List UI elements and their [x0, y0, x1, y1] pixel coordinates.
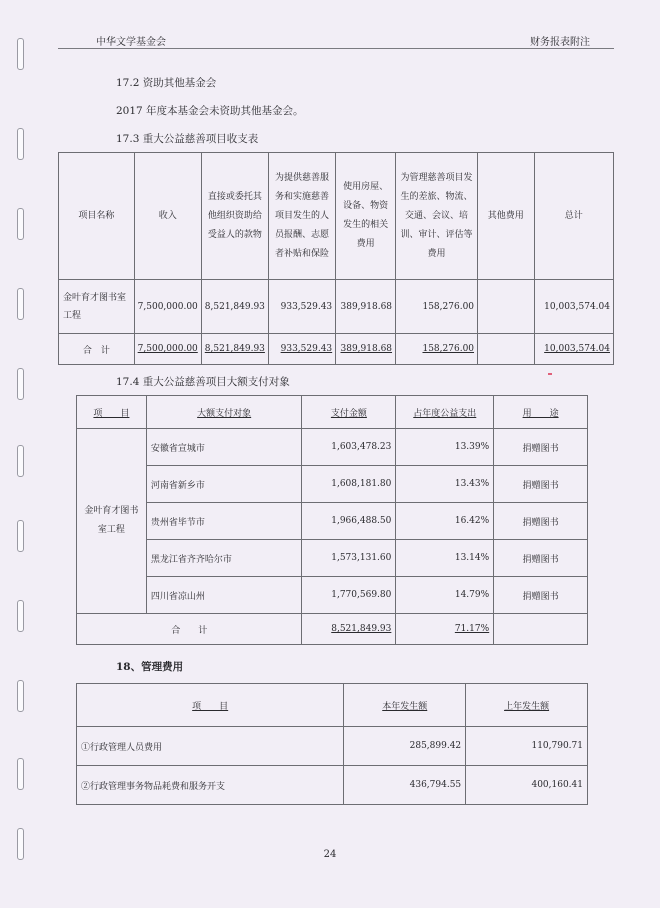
table-row [77, 727, 588, 766]
cell-item: ①行政管理人员费用 [77, 727, 344, 766]
table-total-row [59, 334, 614, 365]
cell-current-year: 436,794.55 [344, 766, 466, 805]
cell-income: 7,500,000.00 [134, 280, 201, 334]
col-header-staff-costs: 为提供慈善服务和实施慈善项目发生的人员报酬、志愿者补贴和保险 [268, 153, 335, 280]
col-header-income: 收入 [134, 153, 201, 280]
table-row [77, 540, 588, 577]
cell-staff-costs: 933,529.43 [268, 280, 335, 334]
cell-project-name: 金叶育才图书室工程 [59, 280, 135, 334]
cell-project-name: 金叶育才图书室工程 [77, 429, 147, 614]
cell-ratio: 13.39% [396, 429, 494, 466]
table-row [77, 429, 588, 466]
col-header-management-costs: 为管理慈善项目发生的差旅、物流、交通、会议、培训、审计、评估等费用 [396, 153, 478, 280]
cell-recipient: 河南省新乡市 [146, 466, 302, 503]
binder-hole [17, 368, 24, 400]
col-header-prior-year: 上年发生额 [504, 701, 550, 712]
management-expenses-table [76, 683, 588, 805]
cell-amount: 1,573,131.60 [302, 540, 396, 577]
col-header-asset-costs: 使用房屋、设备、物资发生的相关费用 [336, 153, 396, 280]
cell-recipient: 四川省凉山州 [146, 577, 302, 614]
table-row [59, 280, 614, 334]
cell-asset-costs: 389,918.68 [336, 280, 396, 334]
cell-total-income: 7,500,000.00 [137, 344, 198, 354]
col-header-amount: 支付金额 [330, 408, 367, 419]
cell-ratio: 16.42% [396, 503, 494, 540]
col-header-recipient: 大额支付对象 [197, 408, 252, 419]
binder-hole [17, 520, 24, 552]
header-rule [58, 48, 614, 49]
cell-prior-year: 110,790.71 [466, 727, 588, 766]
cell-purpose: 捐赠图书 [494, 466, 588, 503]
col-header-project-name: 项目名称 [59, 153, 135, 280]
cell-recipient: 安徽省宣城市 [146, 429, 302, 466]
cell-total-label: 合 计 [77, 614, 302, 645]
col-header-direct-aid: 直接或委托其他组织资助给受益人的款物 [201, 153, 268, 280]
col-header-project: 项 目 [93, 408, 130, 419]
table-header-row [77, 684, 588, 727]
section-17-2-text: 2017 年度本基金会未资助其他基金会。 [116, 105, 304, 117]
header-org-name: 中华文学基金会 [96, 37, 166, 48]
cell-ratio: 14.79% [396, 577, 494, 614]
cell-item: ②行政管理事务物品耗费和服务开支 [77, 766, 344, 805]
binder-hole [17, 680, 24, 712]
cell-purpose: 捐赠图书 [494, 503, 588, 540]
page-number: 24 [323, 849, 337, 860]
table-row [77, 466, 588, 503]
cell-ratio: 13.43% [396, 466, 494, 503]
binder-hole [17, 38, 24, 70]
col-header-total: 总计 [534, 153, 613, 280]
binder-hole [17, 445, 24, 477]
cell-recipient: 贵州省毕节市 [146, 503, 302, 540]
binder-hole [17, 208, 24, 240]
cell-grand-total: 10,003,574.04 [544, 344, 610, 354]
project-income-expense-table [58, 152, 614, 365]
cell-purpose: 捐赠图书 [494, 429, 588, 466]
section-17-2-title: 17.2 资助其他基金会 [116, 77, 217, 89]
cell-recipient: 黑龙江省齐齐哈尔市 [146, 540, 302, 577]
col-header-current-year: 本年发生额 [382, 701, 428, 712]
cell-empty [494, 614, 588, 645]
col-header-ratio: 占年度公益支出 [413, 408, 477, 419]
col-header-item: 项 目 [192, 701, 229, 712]
cell-total-management-costs: 158,276.00 [422, 344, 475, 354]
cell-purpose: 捐赠图书 [494, 577, 588, 614]
section-18-title: 18、管理费用 [116, 661, 184, 673]
cell-direct-aid: 8,521,849.93 [201, 280, 268, 334]
cell-amount: 1,603,478.23 [302, 429, 396, 466]
cell-purpose: 捐赠图书 [494, 540, 588, 577]
cell-amount: 1,966,488.50 [302, 503, 396, 540]
large-payment-recipients-table [76, 395, 588, 645]
cell-amount: 1,770,569.80 [302, 577, 396, 614]
cell-total-label: 合 计 [59, 334, 135, 365]
cell-total-direct-aid: 8,521,849.93 [204, 344, 265, 354]
binder-hole [17, 288, 24, 320]
cell-total-amount: 8,521,849.93 [331, 624, 392, 634]
binder-hole [17, 128, 24, 160]
cell-ratio: 13.14% [396, 540, 494, 577]
cell-prior-year: 400,160.41 [466, 766, 588, 805]
binder-hole [17, 758, 24, 790]
cell-current-year: 285,899.42 [344, 727, 466, 766]
cell-total-asset-costs: 389,918.68 [340, 344, 393, 354]
cell-total-ratio: 71.17% [454, 624, 490, 634]
table-header-row [77, 396, 588, 429]
table-row [77, 503, 588, 540]
col-header-purpose: 用 途 [522, 408, 559, 419]
section-17-4-title: 17.4 重大公益慈善项目大额支付对象 [116, 376, 290, 388]
table-total-row [77, 614, 588, 645]
ink-mark [548, 373, 552, 375]
section-17-3-title: 17.3 重大公益慈善项目收支表 [116, 133, 259, 145]
cell-total: 10,003,574.04 [534, 280, 613, 334]
table-header-row [59, 153, 614, 280]
cell-other-costs [478, 280, 535, 334]
cell-management-costs: 158,276.00 [396, 280, 478, 334]
header-section-title: 财务报表附注 [530, 37, 590, 48]
cell-total-staff-costs: 933,529.43 [280, 344, 333, 354]
table-row [77, 766, 588, 805]
table-row [77, 577, 588, 614]
col-header-other-costs: 其他费用 [478, 153, 535, 280]
binder-hole [17, 600, 24, 632]
cell-amount: 1,608,181.80 [302, 466, 396, 503]
